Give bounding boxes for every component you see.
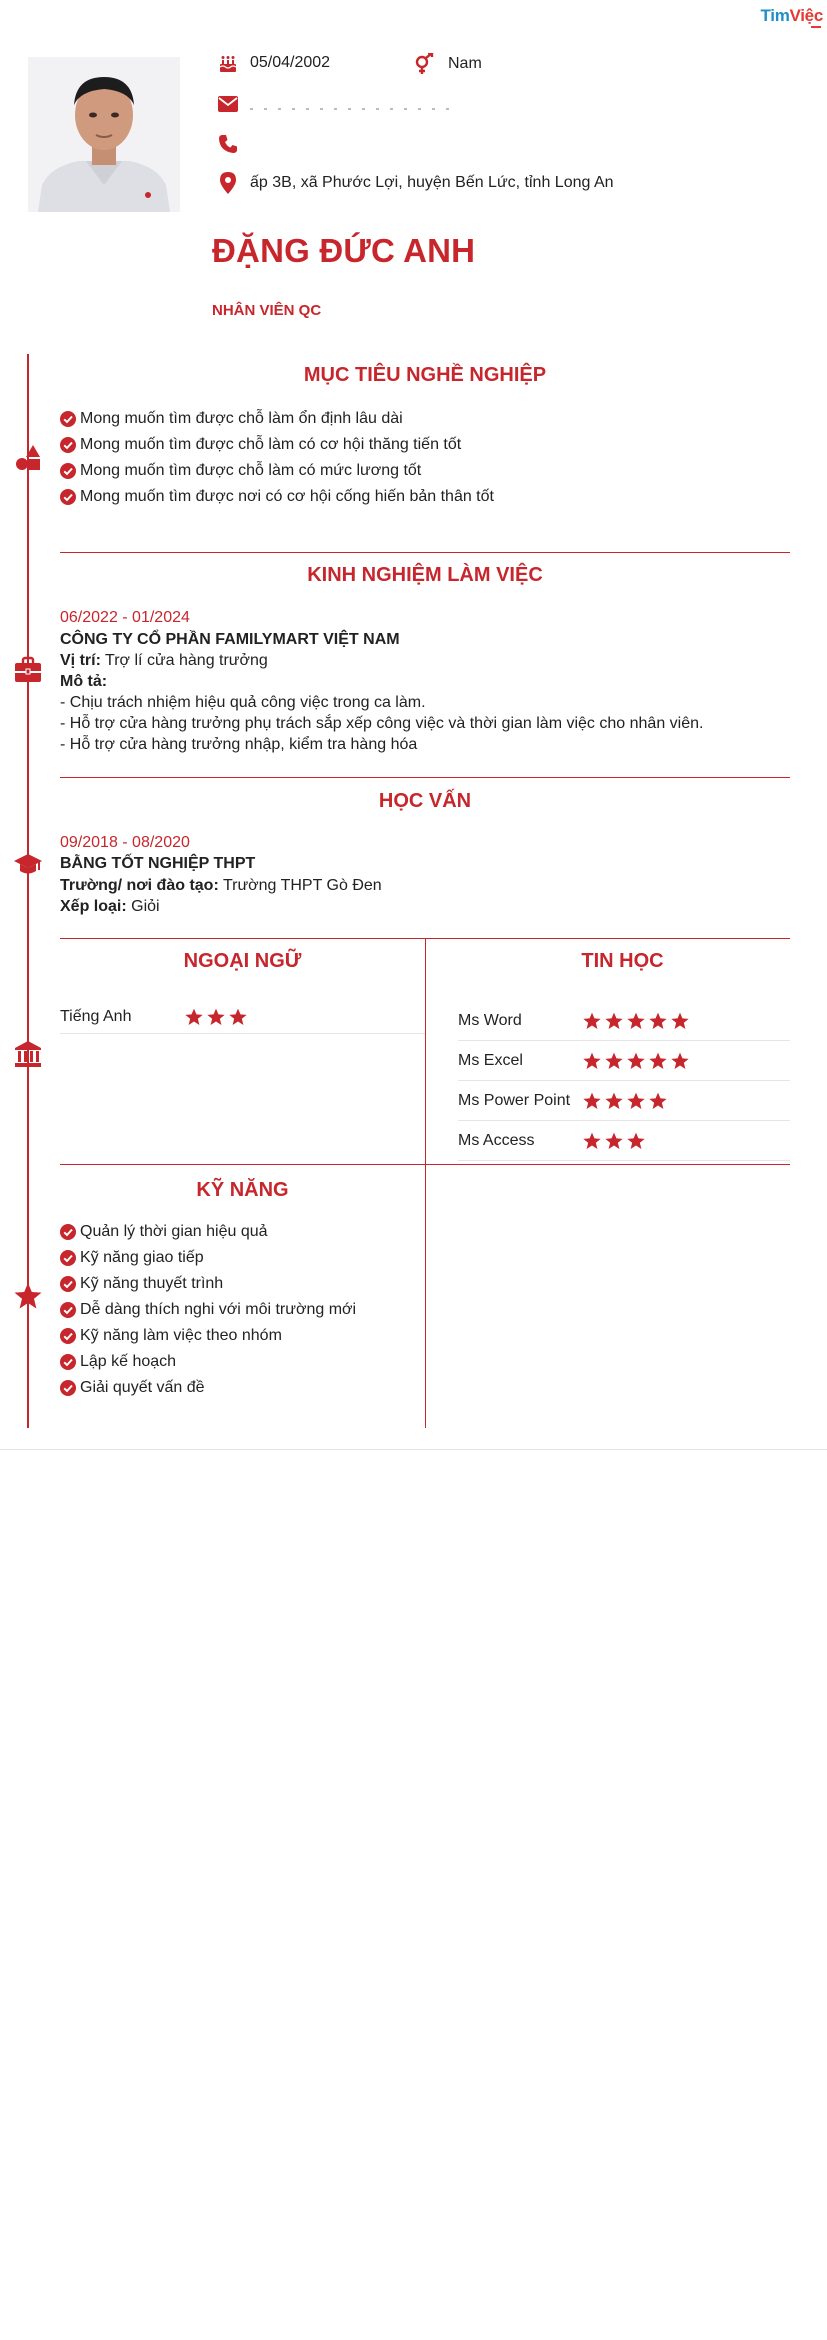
role-label: Vị trí: [60, 652, 101, 669]
logo-part-1: Tim [760, 6, 790, 25]
rating-star-icon [649, 1092, 667, 1110]
rating-star-icon [583, 1132, 601, 1150]
cake-icon [218, 53, 238, 73]
rating-star-icon [583, 1012, 601, 1030]
list-item-text: Mong muốn tìm được chỗ làm có mức lương tốt [80, 462, 422, 479]
rating-label: Ms Excel [458, 1051, 523, 1069]
rating-star-icon [627, 1052, 645, 1070]
rating-star-icon [605, 1132, 623, 1150]
briefcase-icon [14, 656, 42, 684]
column-divider [425, 938, 426, 1428]
list-item [60, 1379, 205, 1397]
experience-title: KINH NGHIỆM LÀM VIỆC [307, 564, 543, 586]
shapes-icon [14, 444, 42, 472]
check-circle-icon [60, 1224, 76, 1240]
star-icon [14, 1282, 42, 1310]
list-item-text: Kỹ năng giao tiếp [80, 1249, 204, 1266]
rating-star-icon [605, 1052, 623, 1070]
list-item-text: Mong muốn tìm được chỗ làm có cơ hội thăng tiến tốt [80, 436, 462, 453]
check-circle-icon [60, 1276, 76, 1292]
list-item-text: Dễ dàng thích nghi với môi trường mới [80, 1301, 357, 1318]
list-item-text: Quản lý thời gian hiệu quả [80, 1223, 268, 1240]
check-circle-icon [60, 1302, 76, 1318]
email-redacted [250, 108, 460, 110]
rating-label: Ms Power Point [458, 1091, 571, 1109]
address-row [218, 172, 614, 194]
birthdate-row [218, 53, 330, 73]
list-item [60, 1223, 268, 1241]
timviec-logo[interactable] [761, 6, 824, 26]
education-period: 09/2018 - 08/2020 [60, 834, 190, 851]
rating-stars [583, 1012, 689, 1030]
languages-title: NGOẠI NGỮ [183, 950, 302, 972]
list-item [60, 1301, 356, 1319]
address-value: ấp 3B, xã Phước Lợi, huyện Bến Lức, tỉnh Long An [250, 174, 614, 191]
list-item [60, 1249, 204, 1267]
skills-title: KỸ NĂNG [196, 1179, 289, 1201]
rating-stars [583, 1092, 667, 1110]
rating-label: Ms Access [458, 1131, 535, 1149]
phone-icon [218, 134, 238, 154]
rating-row [458, 1081, 790, 1121]
envelope-icon [218, 96, 238, 112]
rating-row [458, 1001, 790, 1041]
description-line: - Hỗ trợ cửa hàng trưởng phụ trách sắp xếp công việc và thời gian làm việc cho nhân viên. [60, 715, 704, 732]
rating-star-icon [185, 1008, 203, 1026]
check-circle-icon [60, 463, 76, 479]
list-item-text: Kỹ năng làm việc theo nhóm [80, 1327, 282, 1344]
logo-underline [811, 26, 821, 28]
check-circle-icon [60, 1354, 76, 1370]
rating-stars [583, 1052, 689, 1070]
check-circle-icon [60, 1250, 76, 1266]
rating-star-icon [671, 1052, 689, 1070]
list-item [60, 1327, 282, 1345]
rating-label: Tiếng Anh [60, 1008, 132, 1025]
rating-star-icon [229, 1008, 247, 1026]
check-circle-icon [60, 1328, 76, 1344]
birthdate-value: 05/04/2002 [250, 54, 331, 71]
check-circle-icon [60, 437, 76, 453]
check-circle-icon [60, 489, 76, 505]
rank-value: Giỏi [131, 898, 160, 915]
graduation-cap-icon [14, 850, 42, 878]
check-circle-icon [60, 411, 76, 427]
divider-languages [60, 1164, 790, 1165]
email-row [218, 94, 460, 114]
career-goal-title: MỤC TIÊU NGHỀ NGHIỆP [303, 364, 547, 386]
rating-star-icon [627, 1092, 645, 1110]
description-label: Mô tả: [60, 673, 108, 690]
list-item-text: Giải quyết vấn đề [80, 1379, 205, 1396]
avatar-photo [28, 57, 180, 212]
list-item [60, 462, 421, 480]
phone-row [218, 134, 250, 154]
map-pin-icon [218, 172, 238, 194]
gender-icon [412, 53, 436, 75]
list-item [60, 410, 403, 428]
bank-icon [14, 1040, 42, 1068]
school-value: Trường THPT Gò Đen [222, 877, 382, 894]
gender-row [412, 53, 482, 75]
page-bottom-separator [0, 1449, 827, 1450]
divider-goal [60, 552, 790, 553]
list-item-text: Mong muốn tìm được chỗ làm ổn định lâu dài [80, 410, 403, 427]
education-school-row [60, 877, 382, 895]
rank-label: Xếp loại: [60, 898, 127, 915]
list-item-text: Mong muốn tìm được nơi có cơ hội cống hiến bản thân tốt [80, 488, 494, 505]
rating-stars [583, 1132, 645, 1150]
candidate-position: NHÂN VIÊN QC [212, 302, 322, 319]
rating-star-icon [207, 1008, 225, 1026]
rating-row [458, 1121, 790, 1161]
rating-star-icon [649, 1012, 667, 1030]
list-item-text: Kỹ năng thuyết trình [80, 1275, 224, 1292]
rating-star-icon [605, 1012, 623, 1030]
role-value: Trợ lí cửa hàng trưởng [105, 652, 268, 669]
rating-star-icon [671, 1012, 689, 1030]
experience-role-row [60, 652, 268, 670]
candidate-name: ĐẶNG ĐỨC ANH [212, 232, 476, 269]
divider-experience [60, 777, 790, 778]
education-title: HỌC VẤN [378, 790, 472, 812]
check-circle-icon [60, 1380, 76, 1396]
list-item [60, 1275, 223, 1293]
rating-star-icon [627, 1132, 645, 1150]
description-line: - Chịu trách nhiệm hiệu quả công việc trong ca làm. [60, 694, 426, 711]
rating-star-icon [583, 1052, 601, 1070]
rating-stars [185, 1008, 247, 1026]
education-rank-row [60, 898, 160, 916]
list-item-text: Lập kế hoạch [80, 1353, 177, 1370]
list-item [60, 488, 494, 506]
rating-star-icon [627, 1012, 645, 1030]
rating-star-icon [649, 1052, 667, 1070]
logo-part-2: Việc [789, 6, 823, 25]
experience-period: 06/2022 - 01/2024 [60, 609, 190, 626]
rating-star-icon [583, 1092, 601, 1110]
rating-label: Ms Word [458, 1011, 522, 1029]
education-degree: BẰNG TỐT NGHIỆP THPT [60, 855, 256, 872]
description-line: - Hỗ trợ cửa hàng trưởng nhập, kiểm tra hàng hóa [60, 736, 418, 753]
school-label: Trường/ nơi đào tạo: [60, 877, 219, 894]
rating-row [458, 1041, 790, 1081]
rating-star-icon [605, 1092, 623, 1110]
experience-company: CÔNG TY CỔ PHẦN FAMILYMART VIỆT NAM [60, 631, 400, 648]
computer-title: TIN HỌC [581, 950, 664, 972]
gender-value: Nam [448, 55, 482, 72]
rating-row [60, 1001, 425, 1034]
list-item [60, 1353, 176, 1371]
list-item [60, 436, 461, 454]
